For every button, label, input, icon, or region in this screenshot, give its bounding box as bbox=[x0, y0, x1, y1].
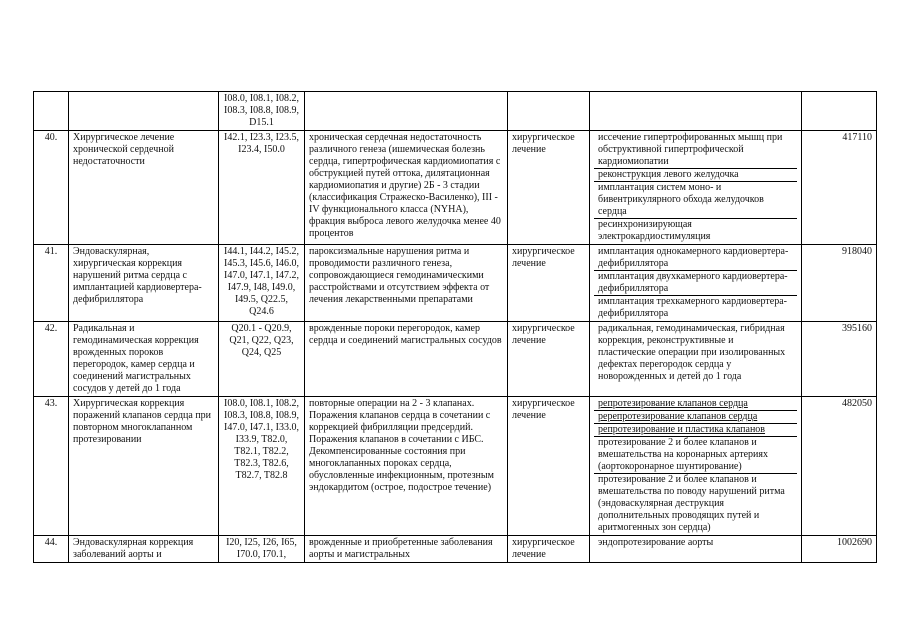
patient-model-cell: хроническая сердечная недостаточность различного генеза (ишемическая болезнь сердца, гипертрофическая кардиомиопатия с обструкцией путей оттока, дилятационная кардиомиопатия и другие) 2Б - 3 стадии (классификация Стражеско-Василенко), III - IV функционального класса (NYHA), фракция выброса левого желудочка менее 40 процентов bbox=[305, 131, 508, 245]
table-row bbox=[34, 322, 877, 397]
cost-cell: 918040 bbox=[802, 245, 877, 322]
icd-codes-cell: I44.1, I44.2, I45.2, I45.3, I45.6, I46.0, I47.0, I47.1, I47.2, I47.9, I48, I49.0, I49.5, Q22.5, Q24.6 bbox=[219, 245, 305, 322]
treatment-methods-cell bbox=[590, 322, 802, 397]
treatment-method: радикальная, гемодинамическая, гибридная коррекция, реконструктивные и пластические операции при изолированных дефектах перегородок сердца у новорожденных и детей до 1 года bbox=[598, 323, 786, 382]
treatment-method: репротезирование клапанов сердца bbox=[594, 398, 797, 411]
icd-codes-cell: I08.0, I08.1, I08.2, I08.3, I08.8, I08.9, I47.0, I47.1, I33.0, I33.9, T82.0, T82.1, T82.2, T82.3, T82.6, T82.7, T82.8 bbox=[219, 397, 305, 536]
icd-codes-cell: Q20.1 - Q20.9, Q21, Q22, Q23, Q24, Q25 bbox=[219, 322, 305, 397]
row-number-cell: 42. bbox=[34, 322, 69, 397]
cost-cell bbox=[802, 92, 877, 131]
patient-model-cell: врожденные пороки перегородок, камер сердца и соединений магистральных сосудов bbox=[305, 322, 508, 397]
procedure-name-cell: Эндоваскулярная, хирургическая коррекция нарушений ритма сердца с имплантацией кардиовертера-дефибриллятора bbox=[69, 245, 219, 322]
row-number-cell bbox=[34, 92, 69, 131]
patient-model-cell: врожденные и приобретенные заболевания аорты и магистральных bbox=[305, 536, 508, 563]
treatment-method: имплантация двухкамерного кардиовертера-дефибриллятора bbox=[594, 271, 797, 296]
row-number-cell: 40. bbox=[34, 131, 69, 245]
row-number-cell: 41. bbox=[34, 245, 69, 322]
treatment-method: ресинхронизирующая электрокардиостимуляция bbox=[598, 219, 711, 242]
treatment-type-cell: хирургическое лечение bbox=[508, 397, 590, 536]
treatment-methods-cell bbox=[590, 536, 802, 563]
table-row bbox=[34, 397, 877, 536]
treatment-type-cell bbox=[508, 92, 590, 131]
procedure-name-cell: Эндоваскулярная коррекция заболеваний аорты и bbox=[69, 536, 219, 563]
procedure-name-cell bbox=[69, 92, 219, 131]
table-row bbox=[34, 92, 877, 131]
table-row bbox=[34, 536, 877, 563]
patient-model-cell: повторные операции на 2 - 3 клапанах. Поражения клапанов сердца в сочетании с коррекцией фибрилляции предсердий. Поражения клапанов в сочетании с ИБС. Декомпенсированные состояния при многоклапанных пороках сердца, обусловленные инфекционным, протезным эндокардитом (острое, подострое течение) bbox=[305, 397, 508, 536]
treatment-methods-cell bbox=[590, 397, 802, 536]
treatment-type-cell: хирургическое лечение bbox=[508, 322, 590, 397]
treatment-method: репротезирование и пластика клапанов bbox=[594, 424, 797, 437]
treatment-method: имплантация трехкамерного кардиовертера-дефибриллятора bbox=[598, 296, 787, 319]
procedure-name-cell: Радикальная и гемодинамическая коррекция врожденных пороков перегородок, камер сердца и соединений магистральных сосудов у детей до 1 года bbox=[69, 322, 219, 397]
cost-cell: 1002690 bbox=[802, 536, 877, 563]
treatment-method: эндопротезирование аорты bbox=[598, 537, 714, 548]
icd-codes-cell bbox=[219, 92, 305, 131]
icd-codes-cell: I42.1, I23.3, I23.5, I23.4, I50.0 bbox=[219, 131, 305, 245]
treatment-method: реконструкция левого желудочка bbox=[594, 169, 797, 182]
cost-cell: 482050 bbox=[802, 397, 877, 536]
treatment-method: протезирование 2 и более клапанов и вмешательства на коронарных артериях (аортокоронарное шунтирование) bbox=[594, 437, 797, 474]
procedure-name-cell: Хирургическое лечение хронической сердечной недостаточности bbox=[69, 131, 219, 245]
procedure-name-cell: Хирургическая коррекция поражений клапанов сердца при повторном многоклапанном протезировании bbox=[69, 397, 219, 536]
treatment-method: протезирование 2 и более клапанов и вмешательства по поводу нарушений ритма (эндоваскулярная деструкция дополнительных проводящих путей и аритмогенных зон сердца) bbox=[598, 474, 785, 533]
treatment-methods-cell bbox=[590, 131, 802, 245]
treatment-method: имплантация систем моно- и бивентрикулярного обхода желудочков сердца bbox=[594, 182, 797, 219]
medical-procedures-table bbox=[33, 91, 877, 563]
treatment-type-cell: хирургическое лечение bbox=[508, 245, 590, 322]
icd-codes-text: I08.0, I08.1, I08.2, I08.3, I08.8, I08.9, D15.1 bbox=[224, 93, 299, 128]
treatment-methods-cell bbox=[590, 245, 802, 322]
treatment-methods-cell bbox=[590, 92, 802, 131]
table-row bbox=[34, 245, 877, 322]
row-number-cell: 44. bbox=[34, 536, 69, 563]
treatment-method: иссечение гипертрофированных мышц при обструктивной гипертрофической кардиомиопатии bbox=[594, 132, 797, 169]
patient-model-cell: пароксизмальные нарушения ритма и проводимости различного генеза, сопровождающиеся гемодинамическими расстройствами и отсутствием эффекта от лечения лекарственными препаратами bbox=[305, 245, 508, 322]
treatment-method: ререпротезирование клапанов сердца bbox=[594, 411, 797, 424]
treatment-method: имплантация однокамерного кардиовертера-дефибриллятора bbox=[594, 246, 797, 271]
table-row bbox=[34, 131, 877, 245]
treatment-type-cell: хирургическое лечение bbox=[508, 536, 590, 563]
treatment-type-cell: хирургическое лечение bbox=[508, 131, 590, 245]
cost-cell: 395160 bbox=[802, 322, 877, 397]
icd-codes-cell: I20, I25, I26, I65, I70.0, I70.1, bbox=[219, 536, 305, 563]
row-number-cell: 43. bbox=[34, 397, 69, 536]
patient-model-cell bbox=[305, 92, 508, 131]
cost-cell: 417110 bbox=[802, 131, 877, 245]
